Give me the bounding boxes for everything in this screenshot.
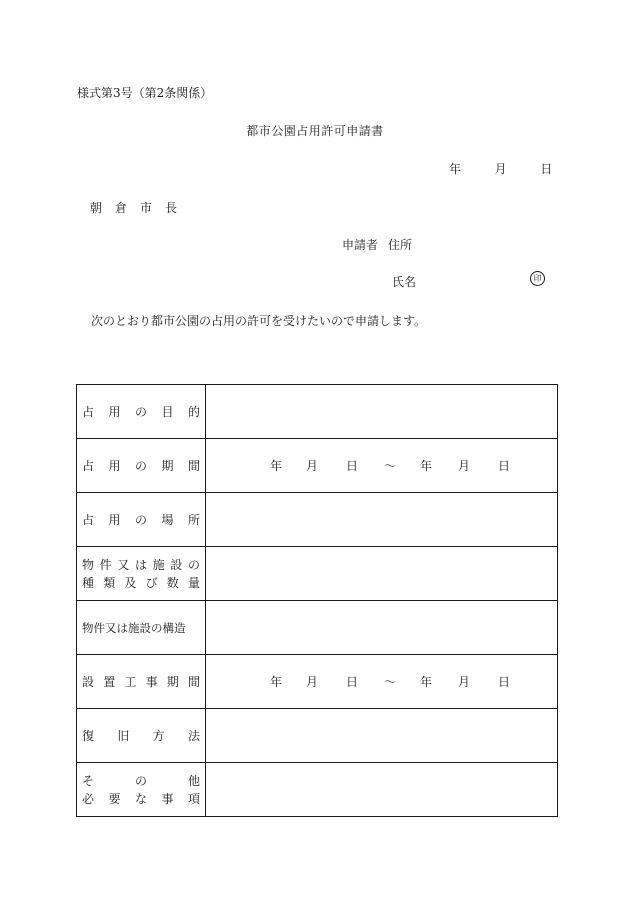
date-day: 日 bbox=[540, 162, 553, 176]
label-char: 設 bbox=[82, 674, 95, 689]
label-char: の bbox=[134, 404, 147, 419]
label-char: 要 bbox=[108, 791, 121, 806]
table-row bbox=[77, 655, 558, 709]
table-row bbox=[77, 763, 558, 817]
label-char: の bbox=[151, 620, 163, 635]
row-label-line bbox=[82, 619, 200, 637]
row-label-line bbox=[82, 790, 200, 808]
start-year: 年 bbox=[270, 675, 283, 689]
label-char: 施 bbox=[152, 557, 165, 572]
row-label-line bbox=[82, 727, 200, 745]
date-month: 月 bbox=[494, 162, 507, 176]
addressee: 朝倉市長 bbox=[90, 201, 191, 215]
label-char: 場 bbox=[161, 512, 174, 527]
label-char: な bbox=[134, 791, 147, 806]
row-label-line bbox=[82, 673, 200, 691]
statement: 次のとおり都市公園の占用の許可を受けたいので申請します。 bbox=[91, 314, 427, 328]
label-char: 所 bbox=[187, 512, 200, 527]
label-char: 設 bbox=[170, 557, 183, 572]
name-label: 氏名 bbox=[392, 275, 417, 289]
label-char: 他 bbox=[187, 773, 200, 788]
label-char: 法 bbox=[187, 728, 200, 743]
end-day: 日 bbox=[498, 675, 511, 689]
table-row bbox=[77, 601, 558, 655]
label-char: 物 bbox=[82, 620, 94, 635]
label-char: 又 bbox=[105, 620, 117, 635]
label-char: 構 bbox=[162, 620, 174, 635]
label-char: 旧 bbox=[117, 728, 130, 743]
label-char: の bbox=[134, 512, 147, 527]
detail-table bbox=[76, 384, 558, 817]
row-label bbox=[77, 547, 206, 601]
label-char: 必 bbox=[82, 791, 95, 806]
label-char: 置 bbox=[103, 674, 116, 689]
label-char: 占 bbox=[82, 512, 95, 527]
row-value-field[interactable] bbox=[206, 439, 558, 493]
label-char: 方 bbox=[152, 728, 165, 743]
label-char: 占 bbox=[82, 404, 95, 419]
applicant-address-row bbox=[342, 236, 412, 253]
row-label bbox=[77, 601, 206, 655]
end-day: 日 bbox=[498, 459, 511, 473]
end-year: 年 bbox=[420, 459, 433, 473]
label-char: 施 bbox=[128, 620, 140, 635]
label-char: そ bbox=[82, 773, 95, 788]
start-month: 月 bbox=[306, 459, 319, 473]
label-char: 用 bbox=[108, 512, 121, 527]
label-char: 及 bbox=[124, 575, 137, 590]
label-char: の bbox=[134, 458, 147, 473]
start-month: 月 bbox=[306, 675, 319, 689]
row-value-field[interactable] bbox=[206, 709, 558, 763]
application-date bbox=[449, 160, 552, 177]
label-char: 期 bbox=[166, 674, 179, 689]
label-char: 件 bbox=[99, 557, 112, 572]
row-label-line bbox=[82, 457, 200, 475]
label-char: 間 bbox=[187, 458, 200, 473]
label-char: 的 bbox=[187, 404, 200, 419]
period-range bbox=[206, 457, 557, 474]
table-row bbox=[77, 547, 558, 601]
row-label bbox=[77, 385, 206, 439]
label-char: は bbox=[116, 620, 128, 635]
start-day: 日 bbox=[346, 459, 359, 473]
row-label-line bbox=[82, 403, 200, 421]
label-char: 用 bbox=[108, 458, 121, 473]
label-char: 数 bbox=[166, 575, 179, 590]
start-day: 日 bbox=[346, 675, 359, 689]
table-row bbox=[77, 493, 558, 547]
row-label bbox=[77, 709, 206, 763]
label-char: 工 bbox=[124, 674, 137, 689]
row-label bbox=[77, 493, 206, 547]
start-year: 年 bbox=[270, 459, 283, 473]
table-row bbox=[77, 709, 558, 763]
row-value-field[interactable] bbox=[206, 601, 558, 655]
label-char: 事 bbox=[161, 791, 174, 806]
label-char: 類 bbox=[103, 575, 116, 590]
row-value-field[interactable] bbox=[206, 547, 558, 601]
label-char: 項 bbox=[187, 791, 200, 806]
table-row bbox=[77, 385, 558, 439]
table-row bbox=[77, 439, 558, 493]
row-label bbox=[77, 763, 206, 817]
label-char: の bbox=[134, 773, 147, 788]
label-char: 又 bbox=[117, 557, 130, 572]
address-label: 住所 bbox=[388, 238, 413, 252]
row-value-field[interactable] bbox=[206, 763, 558, 817]
row-value-field[interactable] bbox=[206, 493, 558, 547]
applicant-label: 申請者 bbox=[342, 238, 379, 252]
label-char: の bbox=[187, 557, 200, 572]
label-char: び bbox=[145, 575, 158, 590]
row-label bbox=[77, 439, 206, 493]
end-year: 年 bbox=[420, 675, 433, 689]
row-label-line bbox=[82, 772, 200, 790]
date-year: 年 bbox=[449, 162, 462, 176]
range-separator: ～ bbox=[384, 459, 397, 473]
row-label-line bbox=[82, 574, 200, 592]
label-char: 物 bbox=[82, 557, 95, 572]
label-char: 件 bbox=[93, 620, 105, 635]
row-label bbox=[77, 655, 206, 709]
row-value-field[interactable] bbox=[206, 385, 558, 439]
label-char: 事 bbox=[145, 674, 158, 689]
label-char: 復 bbox=[82, 728, 95, 743]
label-char: 種 bbox=[82, 575, 95, 590]
row-label-line bbox=[82, 556, 200, 574]
end-month: 月 bbox=[458, 675, 471, 689]
label-char: 目 bbox=[161, 404, 174, 419]
period-range bbox=[206, 673, 557, 690]
end-month: 月 bbox=[458, 459, 471, 473]
form-number: 様式第3号（第2条関係） bbox=[77, 86, 213, 100]
row-label-line bbox=[82, 511, 200, 529]
seal-icon: 印 bbox=[530, 271, 545, 286]
range-separator: ～ bbox=[384, 675, 397, 689]
label-char: は bbox=[134, 557, 147, 572]
label-char: 期 bbox=[161, 458, 174, 473]
form-title: 都市公園占用許可申請書 bbox=[246, 124, 384, 138]
row-value-field[interactable] bbox=[206, 655, 558, 709]
label-char: 占 bbox=[82, 458, 95, 473]
label-char: 設 bbox=[139, 620, 151, 635]
label-char: 造 bbox=[174, 620, 186, 635]
label-char: 間 bbox=[187, 674, 200, 689]
label-char: 量 bbox=[187, 575, 200, 590]
label-char: 用 bbox=[108, 404, 121, 419]
